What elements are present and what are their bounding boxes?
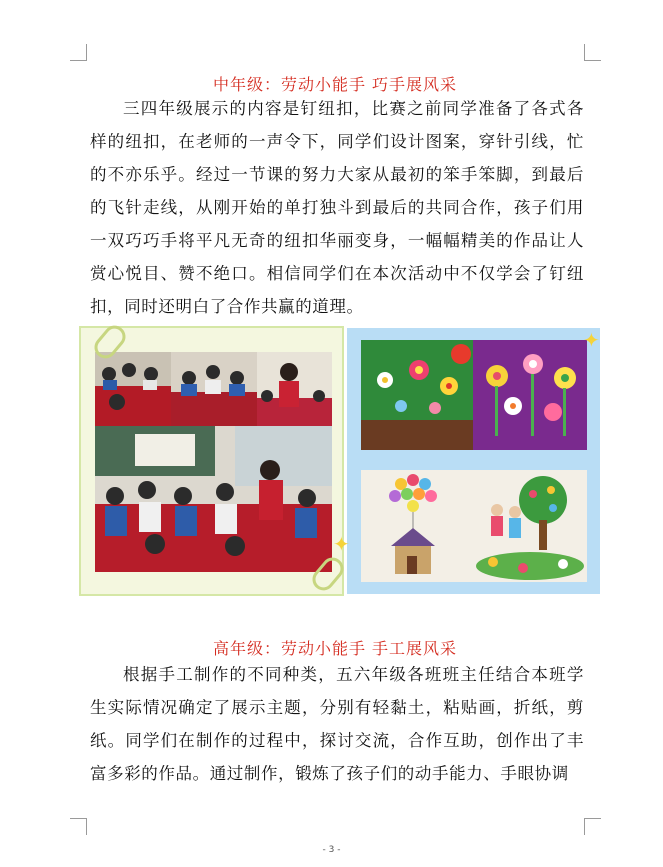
button-artwork-1 bbox=[361, 340, 473, 450]
sparkle-decoration-2: ✦ bbox=[333, 532, 350, 556]
section1-paragraph: 三四年级展示的内容是钉纽扣，比赛之前同学准备了各式各样的纽扣，在老师的一声令下，同学们设计图案，穿针引线，忙的不亦乐乎。经过一节课的努力大家从最初的笨手笨脚，到最后的飞针走线，从刚开始的单打独斗到最后的共同合作，孩子们用一双巧巧手将平凡无奇的纽扣华丽变身，一幅幅精美的作品让人赏心悦目、赞不绝口。相信同学们在本次活动中不仅学会了钉纽扣，同时还明白了合作共赢的道理。 bbox=[90, 99, 584, 316]
button-artwork-4 bbox=[473, 470, 587, 582]
crop-mark-top-right bbox=[584, 44, 601, 61]
classroom-photo-2 bbox=[171, 352, 257, 426]
classroom-photo-4 bbox=[95, 426, 332, 572]
section2-heading: 高年级：劳动小能手 手工展风采 bbox=[212, 639, 458, 658]
crop-mark-bottom-right bbox=[584, 818, 601, 835]
section1-heading: 中年级：劳动小能手 巧手展风采 bbox=[212, 75, 458, 94]
crop-mark-bottom-left bbox=[70, 818, 87, 835]
sparkle-decoration-1: ✦ bbox=[583, 328, 600, 352]
button-artwork-3 bbox=[361, 470, 473, 582]
page-number: - 3 - bbox=[322, 845, 341, 855]
classroom-photos-frame bbox=[79, 326, 344, 596]
crop-mark-top-left bbox=[70, 44, 87, 61]
section2-paragraph: 根据手工制作的不同种类，五六年级各班班主任结合本班学生实际情况确定了展示主题，分别有轻黏土，粘贴画，折纸，剪纸。同学们在制作的过程中，探讨交流，合作互助，创作出了丰富多彩的作品。通过制作，锻炼了孩子们的动手能力、手眼协调 bbox=[90, 665, 584, 783]
button-artwork-frame bbox=[333, 328, 600, 594]
classroom-photo-1 bbox=[95, 352, 171, 426]
button-artwork-2 bbox=[473, 340, 587, 450]
classroom-photo-3 bbox=[257, 352, 332, 426]
photo-collage bbox=[79, 326, 600, 596]
